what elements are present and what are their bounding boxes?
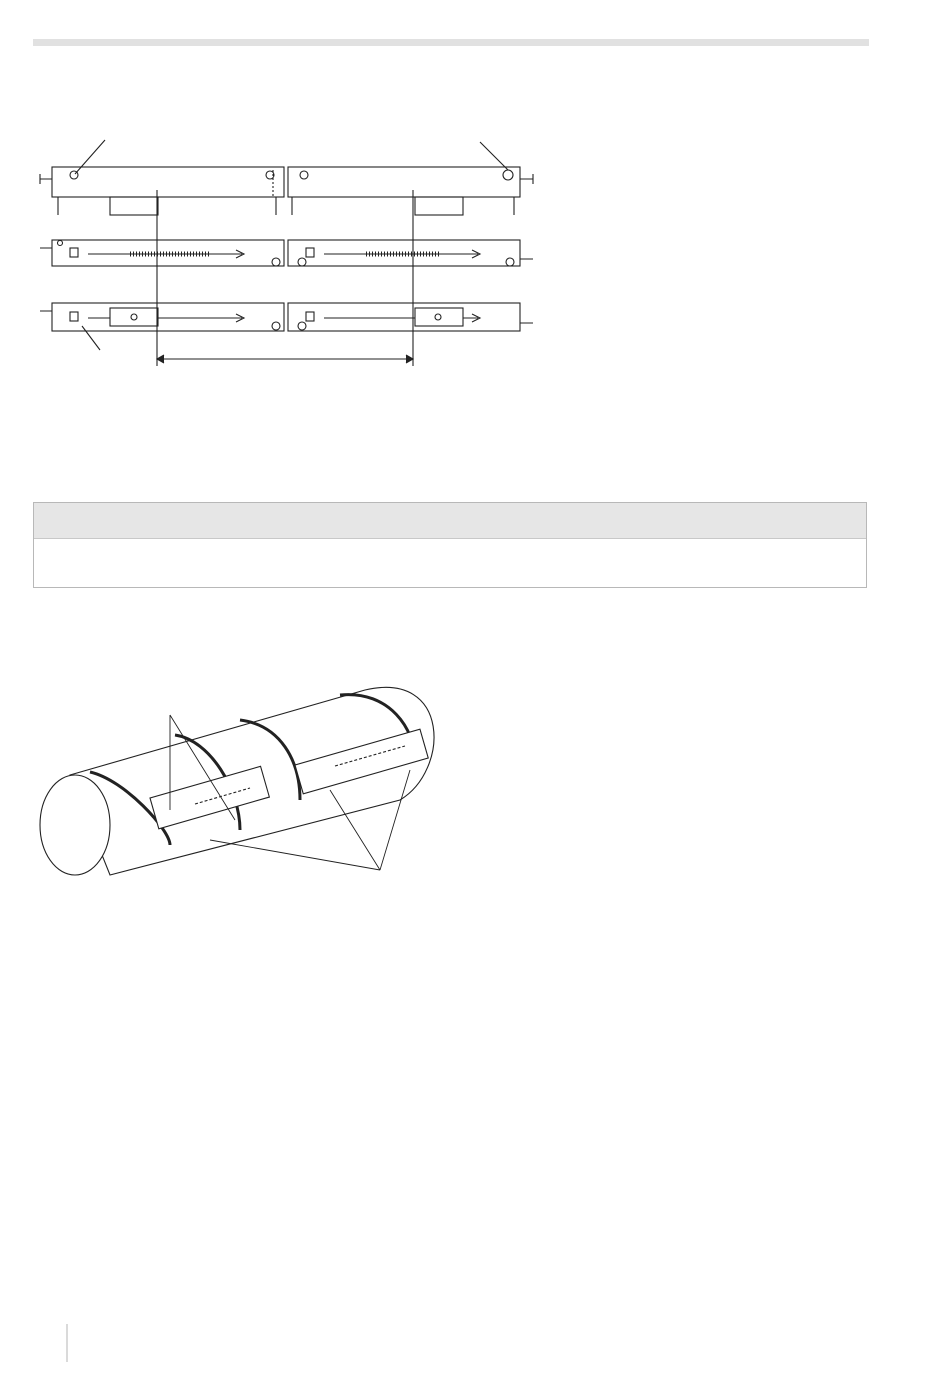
note-heading — [34, 503, 866, 539]
note-box — [33, 502, 867, 588]
mounting-rail-assembly-figure — [30, 130, 550, 380]
footer-rule — [66, 1324, 68, 1362]
note-body — [34, 539, 866, 555]
header-rule — [33, 39, 869, 46]
clamp-on-pipe-figure — [30, 680, 450, 890]
